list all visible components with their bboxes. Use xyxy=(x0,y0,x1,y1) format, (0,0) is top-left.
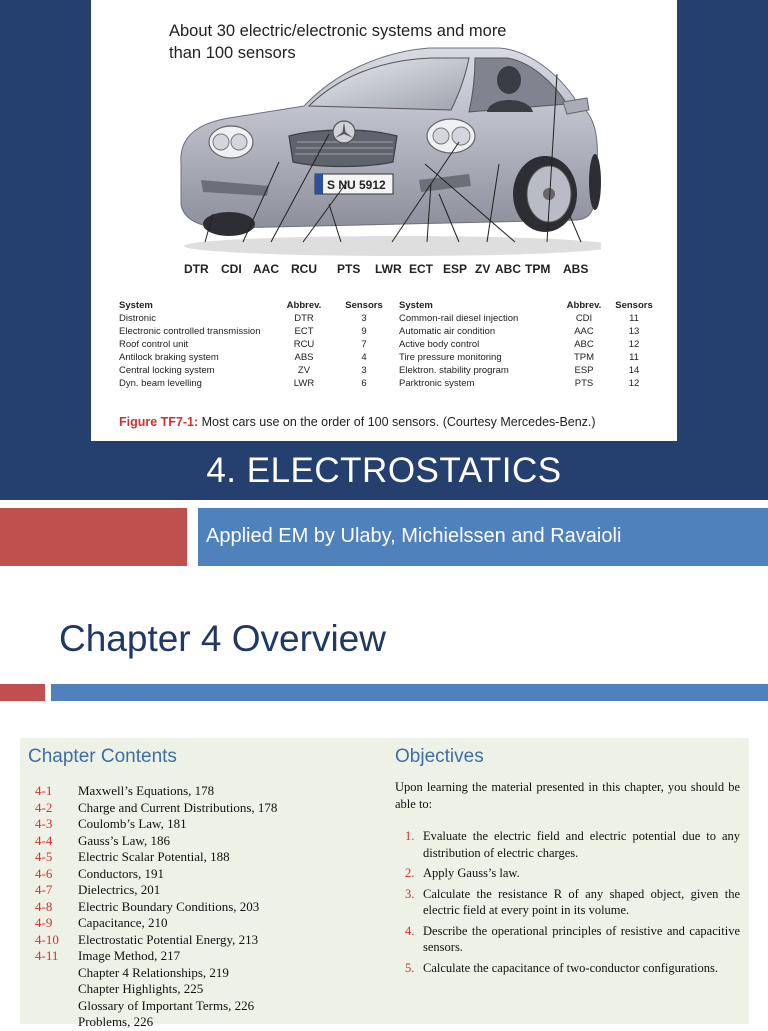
list-item xyxy=(405,886,740,919)
table-cell: Electronic controlled transmission xyxy=(119,326,261,337)
section-title: Electric Boundary Conditions, 203 xyxy=(78,898,260,914)
table-cell: Dyn. beam levelling xyxy=(119,378,202,389)
table-row xyxy=(119,338,659,351)
section-title: Image Method, 217 xyxy=(78,948,181,963)
sensor-label: ZV xyxy=(475,262,491,276)
table-cell: 11 xyxy=(629,313,639,324)
objectives-list xyxy=(405,828,740,980)
section-title: Coulomb’s Law, 181 xyxy=(78,816,187,831)
table-cell: LWR xyxy=(293,378,315,389)
section-number: 4-8 xyxy=(35,898,53,914)
table-cell: ZV xyxy=(297,365,311,376)
sensor-table xyxy=(119,299,659,390)
table-header: Sensors xyxy=(345,300,383,311)
table-cell: Antilock braking system xyxy=(119,352,219,363)
objectives-intro: Upon learning the material presented in this chapter, you should be able to: xyxy=(395,780,740,811)
table-cell: Parktronic system xyxy=(399,378,475,389)
sensor-label: RCU xyxy=(291,262,317,276)
table-row xyxy=(119,312,659,325)
table-cell: Elektron. stability program xyxy=(399,365,509,376)
table-cell: 7 xyxy=(361,339,367,350)
sensor-label: DTR xyxy=(184,262,209,276)
objective-text: Evaluate the electric field and electric potential due to any distribution of electric charges. xyxy=(423,829,740,860)
objective-number: 2. xyxy=(405,866,415,880)
sensor-figure xyxy=(91,0,677,441)
divider-rule xyxy=(51,684,768,701)
list-item xyxy=(405,828,740,861)
table-cell: 12 xyxy=(628,339,640,350)
car-illustration xyxy=(169,14,601,260)
table-header: Sensors xyxy=(615,300,653,311)
table-cell: Distronic xyxy=(119,313,156,324)
sensor-label: TPM xyxy=(525,262,551,276)
table-cell: 4 xyxy=(361,352,367,363)
sensor-label: CDI xyxy=(221,262,242,276)
table-cell: 13 xyxy=(628,326,640,337)
figure-caption xyxy=(119,415,596,429)
table-row xyxy=(119,377,659,390)
section-title: Chapter 4 Relationships, 219 xyxy=(78,964,229,980)
figure-caption-text: Most cars use on the order of 100 sensors. (Courtesy Mercedes-Benz.) xyxy=(198,415,596,429)
overview-title: Chapter 4 Overview xyxy=(59,618,386,659)
sensor-label: LWR xyxy=(375,262,402,276)
table-cell: Automatic air condition xyxy=(399,326,496,337)
contents-heading: Chapter Contents xyxy=(28,746,177,767)
table-header: Abbrev. xyxy=(566,300,602,311)
objective-text: Calculate the resistance R of any shaped object, given the electric field at every point in its volume. xyxy=(423,886,740,917)
section-title: Charge and Current Distributions, 178 xyxy=(78,799,278,815)
section-number: 4-5 xyxy=(35,849,53,864)
table-cell: Tire pressure monitoring xyxy=(399,352,502,363)
section-number: 4-3 xyxy=(35,816,53,831)
table-cell: 3 xyxy=(361,313,367,324)
sensor-label: AAC xyxy=(253,262,279,276)
table-cell: 14 xyxy=(628,365,640,376)
table-row xyxy=(119,351,659,364)
objectives-heading: Objectives xyxy=(395,746,484,767)
table-cell: 11 xyxy=(629,352,639,363)
table-cell: 12 xyxy=(628,378,640,389)
table-header: System xyxy=(399,300,433,311)
slide-title: 4. ELECTROSTATICS xyxy=(206,451,562,490)
section-number: 4-11 xyxy=(35,948,59,963)
table-cell: 6 xyxy=(361,378,367,389)
list-item xyxy=(405,960,740,977)
sensor-label: PTS xyxy=(337,262,361,276)
section-number: 4-4 xyxy=(35,832,53,848)
table-cell: RCU xyxy=(293,339,315,350)
table-cell: 9 xyxy=(361,326,367,337)
table-cell: TPM xyxy=(573,352,595,363)
table-row xyxy=(119,325,659,338)
table-cell: ECT xyxy=(294,326,314,337)
slide-subtitle: Applied EM by Ulaby, Michielssen and Ravaioli xyxy=(206,525,622,547)
table-row xyxy=(119,364,659,377)
section-title: Electrostatic Potential Energy, 213 xyxy=(78,931,259,947)
list-item xyxy=(405,865,740,882)
section-title: Chapter Highlights, 225 xyxy=(78,981,204,996)
objective-text: Describe the operational principles of resistive and capacitive sensors. xyxy=(423,923,740,954)
section-number: 4-7 xyxy=(35,882,53,897)
table-cell: Active body control xyxy=(399,339,480,350)
section-title: Problems, 226 xyxy=(78,1014,154,1029)
license-plate-text: S NU 5912 xyxy=(327,178,386,192)
section-number: 4-1 xyxy=(35,783,53,798)
section-number: 4-6 xyxy=(35,865,53,881)
section-title: Dielectrics, 201 xyxy=(78,882,161,897)
table-cell: 3 xyxy=(361,365,367,376)
accent-rule xyxy=(0,684,45,701)
figure-number: Figure TF7-1: xyxy=(119,415,199,429)
table-cell: ABS xyxy=(294,352,314,363)
section-number: 4-10 xyxy=(35,931,59,947)
section-number: 4-2 xyxy=(35,799,53,815)
table-cell: Central locking system xyxy=(119,365,215,376)
section-title: Glossary of Important Terms, 226 xyxy=(78,997,255,1013)
table-cell: Roof control unit xyxy=(119,339,189,350)
sensor-labels xyxy=(91,262,677,278)
accent-bar xyxy=(0,508,187,566)
section-title: Electric Scalar Potential, 188 xyxy=(78,849,230,864)
objective-number: 1. xyxy=(405,829,415,843)
objective-text: Apply Gauss’s law. xyxy=(423,866,520,880)
sensor-label: ESP xyxy=(443,262,468,276)
list-item xyxy=(405,923,740,956)
section-title: Conductors, 191 xyxy=(78,865,164,881)
objective-number: 3. xyxy=(405,886,415,901)
figure-top-caption: About 30 electric/electronic systems and more than 100 sensors xyxy=(169,22,507,62)
sensor-label: ABS xyxy=(563,262,589,276)
table-header: Abbrev. xyxy=(286,300,322,311)
section-title: Maxwell’s Equations, 178 xyxy=(78,783,215,798)
objective-text: Calculate the capacitance of two-conductor configurations. xyxy=(423,960,719,975)
table-cell: ESP xyxy=(574,365,594,376)
sensor-label: ECT xyxy=(409,262,433,276)
table-cell: DTR xyxy=(294,313,314,324)
table-cell: CDI xyxy=(575,313,593,324)
chapter-contents-panel xyxy=(20,738,749,1029)
table-header-row xyxy=(119,299,659,312)
table-cell: ABC xyxy=(574,339,594,350)
section-title: Capacitance, 210 xyxy=(78,915,168,930)
section-title: Gauss’s Law, 186 xyxy=(78,832,170,848)
objective-number: 5. xyxy=(405,960,415,975)
table-cell: AAC xyxy=(574,326,594,337)
table-cell: PTS xyxy=(574,378,594,389)
objective-number: 4. xyxy=(405,923,415,938)
table-header: System xyxy=(119,300,153,311)
sensor-label: ABC xyxy=(495,262,521,276)
table-cell: Common-rail diesel injection xyxy=(399,313,519,324)
section-number: 4-9 xyxy=(35,915,53,930)
